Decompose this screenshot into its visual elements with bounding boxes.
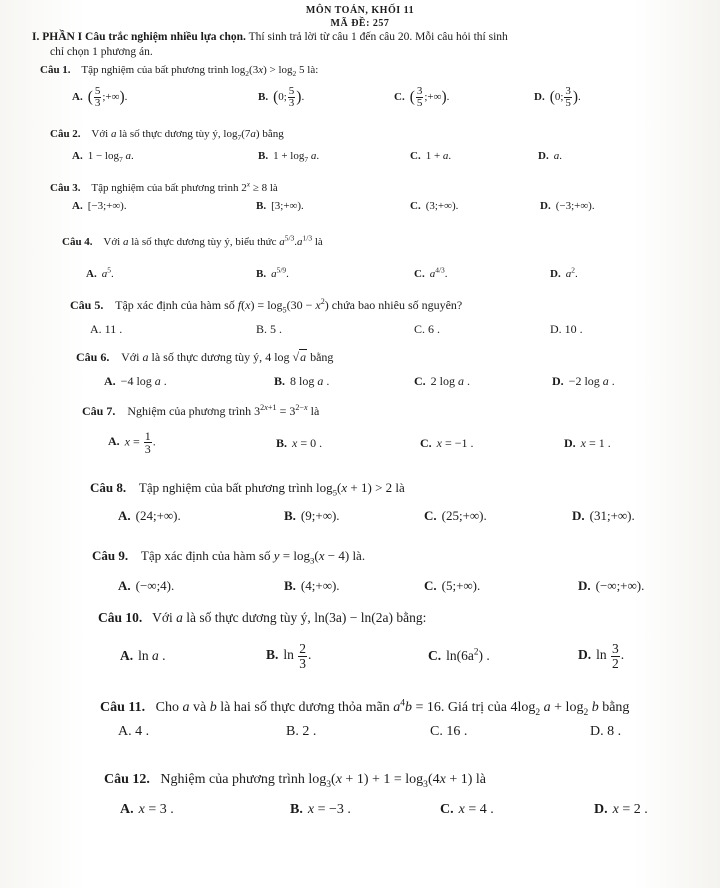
option-c[interactable]: C. (3;+∞). [410,200,459,212]
math-expression: $\log_5(x + 1) > 2$ [316,480,393,498]
option-text: C. 6 . [414,322,441,336]
question-number: Câu 7. [82,404,116,418]
question-text: là hai số thực dương thỏa mãn [220,700,390,715]
option-b[interactable]: B. (4;+∞). [284,578,340,593]
option-label: A. [118,578,131,593]
question-number: Câu 9. [92,548,129,563]
option-c[interactable]: C. 2 log a . [414,374,471,388]
math-expression: ln(3a) − ln(2a) [314,610,394,625]
option-a[interactable]: A. $a^5$. [86,265,114,280]
option-a[interactable]: A. −4 log a . [104,374,167,388]
question-text: Tập nghiệm của bất phương trình [91,182,239,194]
option-text: A. 4 . [118,724,150,739]
option-label: B. [290,802,303,817]
option-text: B. 2 . [286,724,317,739]
option-d[interactable]: D. x = 1 . [564,436,611,450]
option-b[interactable]: B. (9;+∞). [284,508,340,523]
option-label: B. [276,436,288,450]
option-label: D. [540,200,551,212]
option-label: C. [414,268,425,280]
question-text: Cho [155,700,179,715]
option-d[interactable]: D. (−3;+∞). [540,200,595,212]
option-d[interactable]: D. $a^2$. [550,265,578,280]
option-label: C. [440,802,454,817]
question-text: là số thực dương tùy ý, biểu thức [131,236,277,248]
question-number: Câu 8. [90,480,127,495]
question-text: Nghiệm của phương trình [160,772,305,787]
math-expression: $3^{2x+1} = 3^{2-x}$ [254,403,308,418]
math-expression: $y = \log_3(x - 4)$ [273,548,350,566]
exam-code: MÃ ĐỀ: 257 [330,18,390,29]
option-a[interactable]: A. (24;+∞). [118,508,181,523]
option-d[interactable]: D. (0; $\frac{3}{5}$ ). [534,85,581,109]
option-text: B. 5 . [256,322,283,336]
option-d[interactable]: D. ln $\frac{3}{2}$ . [578,641,625,671]
math-expression: $f(x) = \log_5(30 - x^2)$ [237,297,329,315]
option-b[interactable]: B. $a^{5/9}$. [256,265,289,280]
question-number: Câu 1. [40,64,71,76]
option-a[interactable]: A. $1 - \log_7 a$. [72,150,134,165]
option-label: B. [256,268,267,280]
question-text: Tập xác định của hàm số [140,548,271,563]
option-label: A. [86,268,97,280]
option-label: B. [258,150,269,162]
question-number: Câu 2. [50,128,81,140]
option-label: A. [72,150,83,162]
option-d[interactable]: D. x = 2 . [594,802,648,817]
option-b[interactable]: B. x = −3 . [290,802,351,817]
option-c[interactable]: C. 1 + a. [410,150,452,162]
option-b[interactable]: B. $1 + \log_7 a$. [258,150,320,165]
exam-header [0,4,720,30]
option-label: B. [274,374,286,388]
question-text-end: chứa bao nhiêu số nguyên? [331,298,463,312]
question-text: Với [121,350,140,364]
option-d[interactable] [590,724,621,740]
option-label: A. [118,508,131,523]
option-a[interactable]: A. x = $\frac{1}{3}$ . [108,429,156,456]
option-d[interactable]: D. (31;+∞). [572,508,635,523]
question-number: Câu 10. [98,610,143,625]
question-text: là số thực dương tùy ý, [119,128,221,140]
question-text-end: là [475,772,486,787]
option-d[interactable]: D. (−∞;+∞). [578,578,645,593]
math-expression: $a^{5/3}.a^{1/3}$ [279,233,313,248]
option-label: D. [572,508,585,523]
option-label: C. [410,150,421,162]
option-c[interactable]: C. x = 4 . [440,802,494,817]
option-a[interactable] [118,724,149,740]
option-label: B. [284,578,296,593]
option-a[interactable] [90,322,122,337]
option-d[interactable]: D. a. [538,150,562,162]
question-text-end: là. [352,548,366,563]
option-label: B. [284,508,296,523]
question-text: Nghiệm của phương trình [127,404,252,418]
option-b[interactable] [286,724,316,740]
instruction-line-2: chỉ chọn 1 phương án. [50,46,153,58]
math-expression-2: $4\log_2$ $a + \log_2 b$ [510,700,599,718]
question-text-end: là: [307,64,319,76]
math-expression: $a^4b = 16$ [393,698,441,715]
question-number: Câu 12. [104,772,150,787]
option-label: A. [120,648,134,663]
question-text: là số thực dương tùy ý, [151,350,263,364]
option-label: A. [108,434,120,449]
question-number: Câu 5. [70,298,104,312]
option-label: A. [72,200,83,212]
option-c[interactable]: C. (25;+∞). [424,508,487,523]
question-text: Với [91,128,109,140]
option-b[interactable]: B. (0; $\frac{5}{3}$ ). [258,85,305,109]
option-c[interactable]: C. x = −1 . [420,436,474,450]
question-number: Câu 3. [50,182,81,194]
question-text: là số thực dương tùy ý, [186,610,311,625]
option-a[interactable]: A. ln a . [120,648,166,663]
option-c[interactable]: C. $\ln(6a^2)$ . [428,646,490,663]
exam-page: MÔN TOÁN, KHỐI 11 MÃ ĐỀ: 257 I. PHẦN I Câu trắc nghiệm nhiều lựa chọn. Thí sinh trả lời từ câu 1 đến câu 20. Mỗi câu hỏi thí sinh chỉ chọn 1 phương án. Câu 1. Tập nghiệm của bất phương trình $\log_2(3x) > \log_2 5$ là: A. ( $\frac{5}{3}$ ;+∞). B. (0; $\frac{5}{3}$ ). C. ( $\frac{3}{5}$ ;+∞). D. (0; $\frac{3}{5}$ ). Câu 2. Với a là số thực dương tùy ý, $\log_7(7a)$ bằng A. $1 - \log_7 a$. B. $1 + \log_7 a$. C. 1 + a. D. a. Câu 3. Tập nghiệm của bất phương trình $2^x \ge 8$ là A. [−3;+∞). B. [3;+∞). C. (3;+∞). D. (−3;+∞). Câu 4. Với a là số thực dương tùy ý, biểu thức $a^{5/3}.a^{1/3}$ là A. $a^5$. B. $a^{5/9}$. C. $a^{4/3}$. D. $a^2$. Câu 5. Tập xác định của hàm số $f(x) = \log_5(30 - x^2)$ chứa bao nhiêu số nguyên? A. 11 . B. 5 . C. 6 . D. 10 . Câu 6. Với a là số thực dương tùy ý, 4 log √a bằng A. −4 log a . B. 8 log a . C. 2 log a . D. −2 log a . Câu 7. Nghiệm của phương trình $3^{2x+1} = 3^{2-x}$ là A. x = $\frac{1}{3}$ . B. x = 0 . C. x = −1 . D. x = 1 . Câu 8. Tập nghiệm của bất phương trình $\log_5(x + 1) > 2$ là A. (24;+∞). B. (9;+∞). C. (25;+∞). D. (31;+∞). Câu 9. Tập xác định của hàm số $y = \log_3(x - 4)$ là. A. (−∞;4). B. (4;+∞). C. (5;+∞). D. (−∞;+∞). Câu 10. Với a là số thực dương tùy ý, ln(3a) − ln(2a) bằng: A. ln a . B. ln $\frac{2}{3}$ . C. $\ln(6a^2)$ . D. ln $\frac{3}{2}$ . Câu 11. Cho a và b là hai số thực dương thỏa mãn $a^4b = 16$. Giá trị của $4\log_2$ $a + \log_2 b$ bằng A. 4 . B. 2 . C. 16 . D. 8 . Câu 12. Nghiệm của phương trình $\log_3(x + 1) + 1 = \log_3(4x + 1)$ là A. x = 3 . B. x = −3 . C. x = 4 . D. x = 2 . [0,0,720,888]
option-text: D. 10 . [550,322,583,336]
question-text: . Giá trị của [440,700,507,715]
question-text-end: là [395,480,405,495]
option-b[interactable]: B. 8 log a . [274,374,330,388]
math-expression: $\log_3(x + 1) + 1 = \log_3(4x + 1)$ [308,772,473,790]
option-label: C. [420,436,432,450]
option-d[interactable] [550,322,583,337]
option-text: C. 16 . [430,724,468,739]
option-b[interactable]: B. x = 0 . [276,436,323,450]
option-c[interactable]: C. ( $\frac{3}{5}$ ;+∞). [394,85,450,109]
option-text: D. 8 . [590,724,622,739]
option-label: D. [552,374,564,388]
question-text: Với [152,610,173,625]
question-number: Câu 11. [100,700,146,715]
math-expression: $\log_2(3x) > \log_2 5$ [231,64,305,79]
option-label: C. [410,200,421,212]
option-label: D. [550,268,561,280]
math-expression: 4 log √a [265,350,307,364]
option-c[interactable] [430,724,467,740]
option-label: D. [564,436,576,450]
question-text: Tập nghiệm của bất phương trình [81,64,229,76]
option-label: D. [534,91,545,104]
option-c[interactable]: C. (5;+∞). [424,578,481,593]
option-a[interactable]: A. x = 3 . [120,802,174,817]
math-expression: $\log_7(7a)$ [223,128,260,143]
section-title: I. PHẦN I Câu trắc nghiệm nhiều lựa chọn. [32,31,246,43]
question-text: Tập xác định của hàm số [115,298,235,312]
option-a[interactable]: A. [−3;+∞). [72,200,127,212]
option-b[interactable] [256,322,282,337]
question-text-end: bằng [602,700,630,715]
question-text: Với [103,236,121,248]
question-text: và [192,700,207,715]
option-c[interactable] [414,322,440,337]
option-label: B. [258,91,269,104]
question-text-end: là [314,236,323,248]
option-text: A. 11 . [90,322,123,336]
option-label: C. [394,91,405,104]
instruction-line-1: Thí sinh trả lời từ câu 1 đến câu 20. Mỗi câu hỏi thí sinh [248,31,508,43]
question-text-end: bằng: [396,610,427,625]
option-label: D. [578,578,591,593]
question-text: Tập nghiệm của bất phương trình [138,480,313,495]
option-b[interactable]: B. [3;+∞). [256,200,304,212]
option-label: D. [594,802,608,817]
question-text-end: bằng [262,128,284,140]
option-label: C. [414,374,426,388]
option-label: D. [538,150,549,162]
question-text-end: là [269,182,278,194]
option-label: C. [424,578,437,593]
option-b[interactable]: B. ln $\frac{2}{3}$ . [266,641,312,671]
option-label: C. [428,648,442,663]
question-number: Câu 4. [62,236,93,248]
question-text-end: bằng [310,350,334,364]
option-d[interactable]: D. −2 log a . [552,374,615,388]
section-instructions [32,30,702,60]
option-label: A. [120,802,134,817]
option-label: D. [578,647,592,663]
option-c[interactable]: C. $a^{4/3}$. [414,265,448,280]
option-label: A. [72,91,83,104]
option-label: A. [104,374,116,388]
option-label: B. [266,647,279,663]
question-text-end: là [310,404,320,418]
option-label: C. [424,508,437,523]
question-number: Câu 6. [76,350,110,364]
subject-line: MÔN TOÁN, KHỐI 11 [305,5,415,16]
option-a[interactable]: A. (−∞;4). [118,578,175,593]
option-a[interactable]: A. ( $\frac{5}{3}$ ;+∞). [72,85,128,109]
option-label: B. [256,200,267,212]
math-expression: $2^x \ge 8$ [241,179,268,194]
